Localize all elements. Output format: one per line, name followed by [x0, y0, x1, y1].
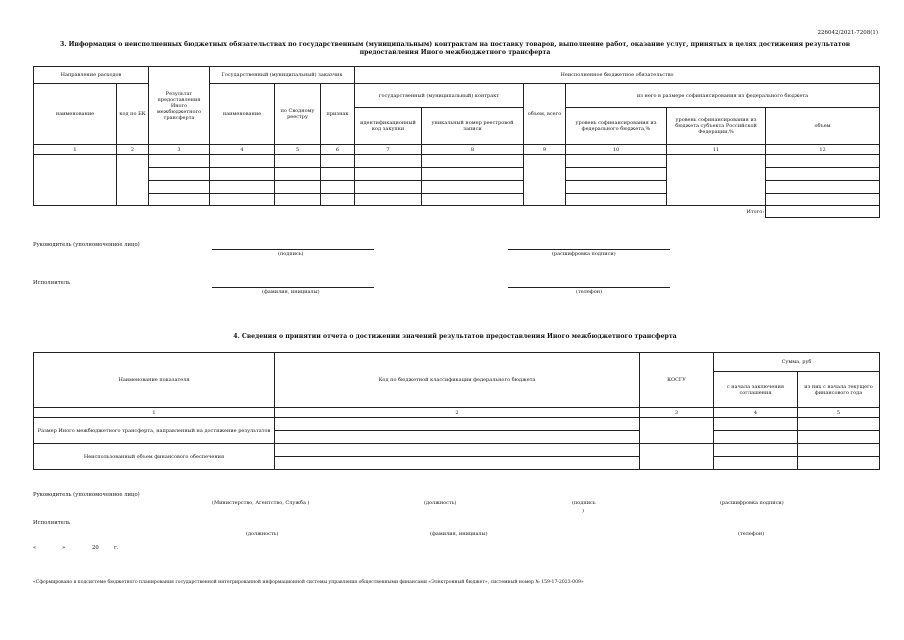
th-volume: объем — [766, 108, 880, 145]
s4-ministry-caption: (Министерство, Агентство, Служба ) — [212, 500, 310, 506]
col-number: 3 — [149, 145, 210, 155]
table-cell[interactable] — [321, 181, 355, 194]
th-bk-code: код по БК — [117, 84, 149, 145]
section3-title — [40, 41, 870, 57]
table-cell[interactable] — [566, 155, 667, 168]
table-cell[interactable] — [149, 168, 210, 181]
table-cell[interactable] — [422, 155, 524, 168]
footer-note: «Сформировано в подсистеме бюджетного планирования государственной интегрированной информационной системы управления общественными финансами «Электронный бюджет», системный номер № 159-17-2023-009» — [33, 580, 584, 585]
th-cofin-level: уровень софинансирования из федерального бюджета,% — [566, 108, 667, 145]
s4-fio-caption: (фамилия, инициалы) — [430, 531, 488, 537]
section3-title-line2: предоставления Иного межбюджетного трансферта — [359, 49, 551, 56]
th-unique-num: уникальный номер реестровой записи — [422, 108, 524, 145]
section3-table — [33, 66, 880, 218]
table-cell[interactable] — [667, 155, 766, 206]
section3-title-line1: 3. Информация о неисполненных бюджетных обязательствах по государственным (муниципальным) контрактам на поставку товаров, выполнение работ, оказание услуг, принятых в целях достижения результатов — [59, 41, 851, 48]
th-customer: Государственный (муниципальный) заказчик — [210, 67, 355, 84]
s3-fio-line[interactable] — [212, 287, 374, 288]
table-cell[interactable] — [149, 181, 210, 194]
th-cofin-level-subject: уровень софинансирования из бюджета субъекта Российской Федерации,% — [667, 108, 766, 145]
table-cell[interactable] — [798, 418, 880, 431]
table-cell[interactable] — [210, 168, 275, 181]
table-cell[interactable] — [275, 194, 321, 206]
col-number: 2 — [117, 145, 149, 155]
col-number: 10 — [566, 145, 667, 155]
table-cell[interactable] — [714, 431, 798, 444]
col-number: 6 — [321, 145, 355, 155]
table-cell[interactable] — [275, 168, 321, 181]
s4-sign-caption: (подпись — [572, 500, 596, 506]
s4-date-year: 20 — [92, 545, 99, 551]
table-cell[interactable] — [210, 181, 275, 194]
total-label: Итого: — [34, 206, 766, 218]
row-label: Неиспользованный объем финансового обеспечения — [34, 444, 275, 470]
table-cell[interactable] — [210, 194, 275, 206]
th-sign: признак — [321, 84, 355, 145]
th-name: наименование — [34, 84, 117, 145]
th-indicator: Наименование показателя — [34, 353, 275, 408]
th-obligation: Неисполненное бюджетное обязательство — [355, 67, 880, 84]
th-registry-code: по Сводному реестру — [275, 84, 321, 145]
table-cell[interactable] — [422, 181, 524, 194]
s3-phone-line[interactable] — [508, 287, 670, 288]
total-value-cell[interactable] — [766, 206, 880, 218]
table-cell[interactable] — [766, 155, 880, 168]
table-cell[interactable] — [714, 418, 798, 431]
table-cell[interactable] — [766, 181, 880, 194]
s4-head-label: Руководитель (уполномоченное лицо) — [33, 492, 140, 498]
table-cell[interactable] — [640, 418, 714, 444]
s4-decode-caption: (расшифровка подписи) — [720, 500, 784, 506]
col-number: 7 — [355, 145, 422, 155]
table-cell[interactable] — [275, 181, 321, 194]
table-cell[interactable] — [766, 168, 880, 181]
row-label: Размер Иного межбюджетного трансферта, направленный на достижение результатов — [34, 418, 275, 444]
th-sum: Сумма, руб — [714, 353, 880, 372]
col-number: 9 — [524, 145, 566, 155]
table-cell[interactable] — [714, 444, 798, 457]
table-cell[interactable] — [355, 194, 422, 206]
table-cell[interactable] — [275, 457, 640, 470]
th-bk-code: Код по бюджетной классификации федерального бюджета — [275, 353, 640, 408]
table-cell[interactable] — [34, 155, 117, 206]
table-cell[interactable] — [640, 444, 714, 470]
table-cell[interactable] — [275, 155, 321, 168]
s4-date-close-quote: » — [62, 545, 66, 551]
col-number: 1 — [34, 145, 117, 155]
s3-head-label: Руководитель (уполномоченное лицо) — [33, 242, 140, 248]
s4-sign-caption-close: ) — [582, 508, 584, 514]
s3-decode-caption: (расшифровка подписи) — [552, 251, 616, 257]
table-cell[interactable] — [798, 457, 880, 470]
col-number: 4 — [210, 145, 275, 155]
table-cell[interactable] — [422, 194, 524, 206]
table-cell[interactable] — [566, 181, 667, 194]
col-number: 4 — [714, 408, 798, 418]
table-cell[interactable] — [275, 418, 640, 431]
col-number: 5 — [275, 145, 321, 155]
s3-decode-line[interactable] — [508, 249, 670, 250]
th-from-start: с начала заключения соглашения — [714, 372, 798, 408]
col-number: 5 — [798, 408, 880, 418]
th-purchase-id: идентификационный код закупки — [355, 108, 422, 145]
col-number: 3 — [640, 408, 714, 418]
table-cell[interactable] — [275, 444, 640, 457]
col-number: 11 — [667, 145, 766, 155]
col-number: 2 — [275, 408, 640, 418]
table-cell[interactable] — [566, 194, 667, 206]
th-volume-total: объем, всего — [524, 84, 566, 145]
s3-sign-line[interactable] — [212, 249, 374, 250]
table-cell[interactable] — [355, 181, 422, 194]
th-kosgu: КОСГУ — [640, 353, 714, 408]
section4-title: 4. Сведения о принятии отчета о достижении значений результатов предоставления Иного межбюджетного трансферта — [233, 333, 677, 340]
th-current-year: из них с начала текущего финансового года — [798, 372, 880, 408]
table-cell[interactable] — [321, 168, 355, 181]
th-cofinance: из него в размере софинансирования из федерального бюджета — [566, 84, 880, 108]
table-cell[interactable] — [766, 194, 880, 206]
table-cell[interactable] — [149, 194, 210, 206]
s4-phone-caption: (телефон) — [738, 531, 765, 537]
table-cell[interactable] — [355, 155, 422, 168]
s3-phone-caption: (телефон) — [576, 289, 603, 295]
col-number: 12 — [766, 145, 880, 155]
table-cell[interactable] — [355, 168, 422, 181]
table-cell[interactable] — [117, 155, 149, 206]
table-cell[interactable] — [566, 168, 667, 181]
col-number: 1 — [34, 408, 275, 418]
s3-sign-caption: (подпись) — [278, 251, 304, 257]
table-cell[interactable] — [275, 431, 640, 444]
table-cell[interactable] — [524, 155, 566, 206]
section4-table — [33, 352, 880, 470]
table-cell[interactable] — [798, 431, 880, 444]
th-direction: Направление расходов — [34, 67, 149, 84]
table-cell[interactable] — [321, 194, 355, 206]
document-number: 226042/2021-7208(1) — [817, 30, 878, 36]
col-number: 8 — [422, 145, 524, 155]
table-cell[interactable] — [422, 168, 524, 181]
s4-date-open-quote: « — [33, 545, 37, 551]
table-cell[interactable] — [714, 457, 798, 470]
th-result: Результат предоставления Иного межбюджетного трансферта — [149, 67, 210, 145]
th-contract: государственный (муниципальный) контракт — [355, 84, 524, 108]
s3-executor-label: Исполнитель — [33, 280, 71, 286]
table-cell[interactable] — [210, 155, 275, 168]
table-cell[interactable] — [321, 155, 355, 168]
s4-position-caption: (должность) — [424, 500, 457, 506]
s4-executor-label: Исполнитель — [33, 520, 71, 526]
s4-position2-caption: (должность) — [246, 531, 279, 537]
s4-date-g: г. — [114, 545, 119, 551]
table-cell[interactable] — [149, 155, 210, 168]
table-cell[interactable] — [798, 444, 880, 457]
s3-fio-caption: (фамилия, инициалы) — [262, 289, 320, 295]
th-customer-name: наименование — [210, 84, 275, 145]
